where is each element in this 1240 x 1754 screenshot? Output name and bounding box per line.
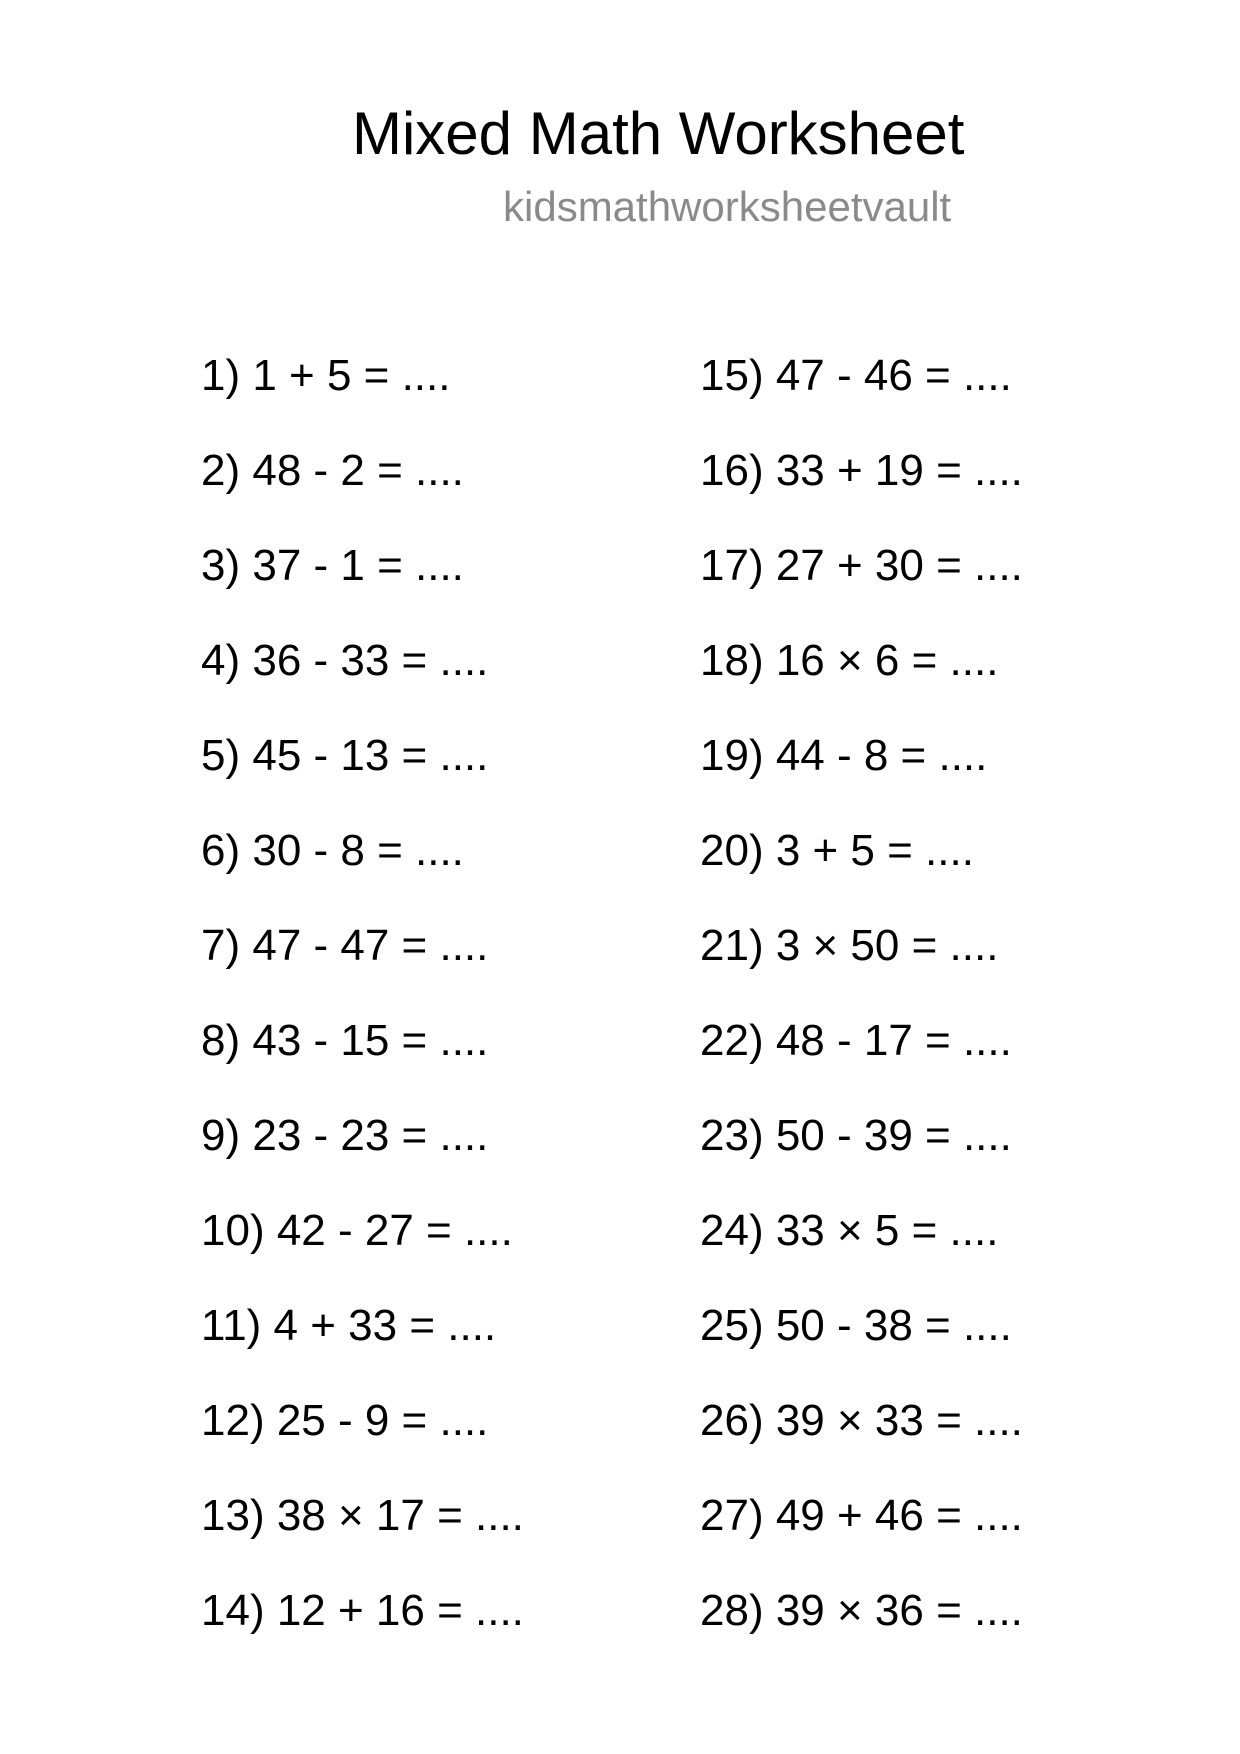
problem-8: 8) 43 - 15 = ....	[201, 1016, 489, 1065]
problem-column-right	[700, 349, 1023, 1679]
problem-24: 24) 33 × 5 = ....	[700, 1206, 999, 1255]
worksheet-source: kidsmathworksheetvault	[503, 183, 952, 230]
problem-12: 12) 25 - 9 = ....	[201, 1396, 489, 1445]
problem-15: 15) 47 - 46 = ....	[700, 351, 1012, 400]
problem-13: 13) 38 × 17 = ....	[201, 1491, 524, 1540]
problem-25: 25) 50 - 38 = ....	[700, 1301, 1012, 1350]
problem-11: 11) 4 + 33 = ....	[201, 1301, 497, 1350]
problem-16: 16) 33 + 19 = ....	[700, 446, 1023, 495]
problem-27: 27) 49 + 46 = ....	[700, 1491, 1023, 1540]
problem-5: 5) 45 - 13 = ....	[201, 731, 489, 780]
problem-22: 22) 48 - 17 = ....	[700, 1016, 1012, 1065]
problem-23: 23) 50 - 39 = ....	[700, 1111, 1012, 1160]
problem-column-left	[201, 349, 524, 1679]
problem-6: 6) 30 - 8 = ....	[201, 826, 464, 875]
problem-9: 9) 23 - 23 = ....	[201, 1111, 489, 1160]
problem-1: 1) 1 + 5 = ....	[201, 351, 451, 400]
worksheet-title: Mixed Math Worksheet	[352, 100, 965, 167]
problem-4: 4) 36 - 33 = ....	[201, 636, 489, 685]
problem-2: 2) 48 - 2 = ....	[201, 446, 464, 495]
problem-28: 28) 39 × 36 = ....	[700, 1586, 1023, 1635]
problem-10: 10) 42 - 27 = ....	[201, 1206, 513, 1255]
problem-7: 7) 47 - 47 = ....	[201, 921, 489, 970]
problem-21: 21) 3 × 50 = ....	[700, 921, 999, 970]
problem-17: 17) 27 + 30 = ....	[700, 541, 1023, 590]
problem-3: 3) 37 - 1 = ....	[201, 541, 464, 590]
problem-20: 20) 3 + 5 = ....	[700, 826, 974, 875]
problem-18: 18) 16 × 6 = ....	[700, 636, 999, 685]
problem-26: 26) 39 × 33 = ....	[700, 1396, 1023, 1445]
problem-19: 19) 44 - 8 = ....	[700, 731, 988, 780]
problem-14: 14) 12 + 16 = ....	[201, 1586, 524, 1635]
